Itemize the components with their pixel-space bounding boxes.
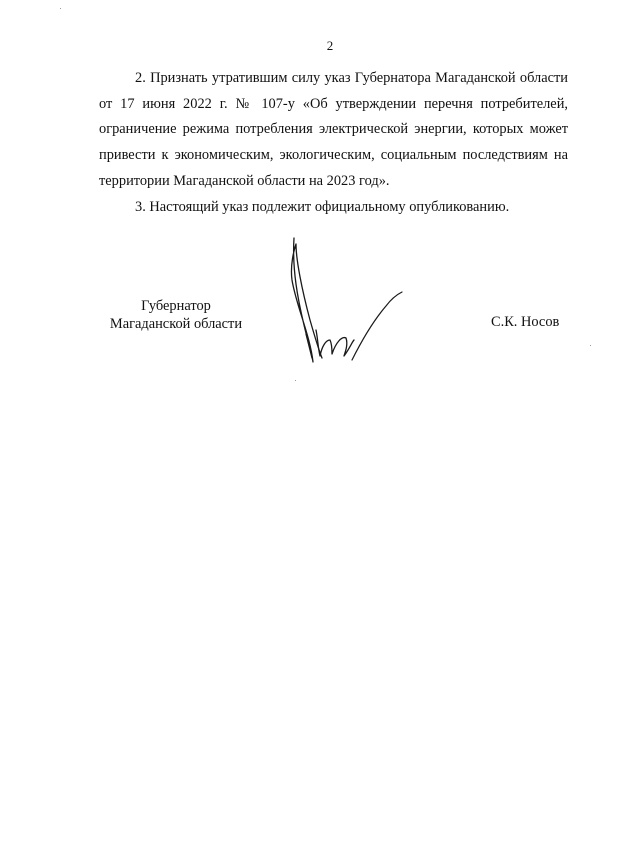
handwritten-signature	[282, 230, 410, 370]
position-title: Губернатор	[141, 298, 211, 314]
scan-artifact	[60, 8, 61, 9]
position-region: Магаданской области	[109, 316, 243, 332]
scan-artifact	[590, 345, 591, 346]
scan-artifact	[295, 380, 296, 381]
decree-body	[99, 66, 568, 220]
signatory-position	[106, 297, 246, 333]
signatory-name: С.К. Носов	[491, 314, 560, 330]
paragraph-2: 2. Признать утратившим силу указ Губернатора Магаданской области от 17 июня 2022 г. № 107-у «Об утверждении перечня потребителей, ограничение режима потребления электрической энергии, которых может привести к экономическим, экологическим, социальным последствиям на территории Магаданской области на 2023 год».	[99, 70, 568, 189]
paragraph-3: 3. Настоящий указ подлежит официальному опубликованию.	[135, 198, 510, 215]
page-number: 2	[326, 38, 334, 53]
